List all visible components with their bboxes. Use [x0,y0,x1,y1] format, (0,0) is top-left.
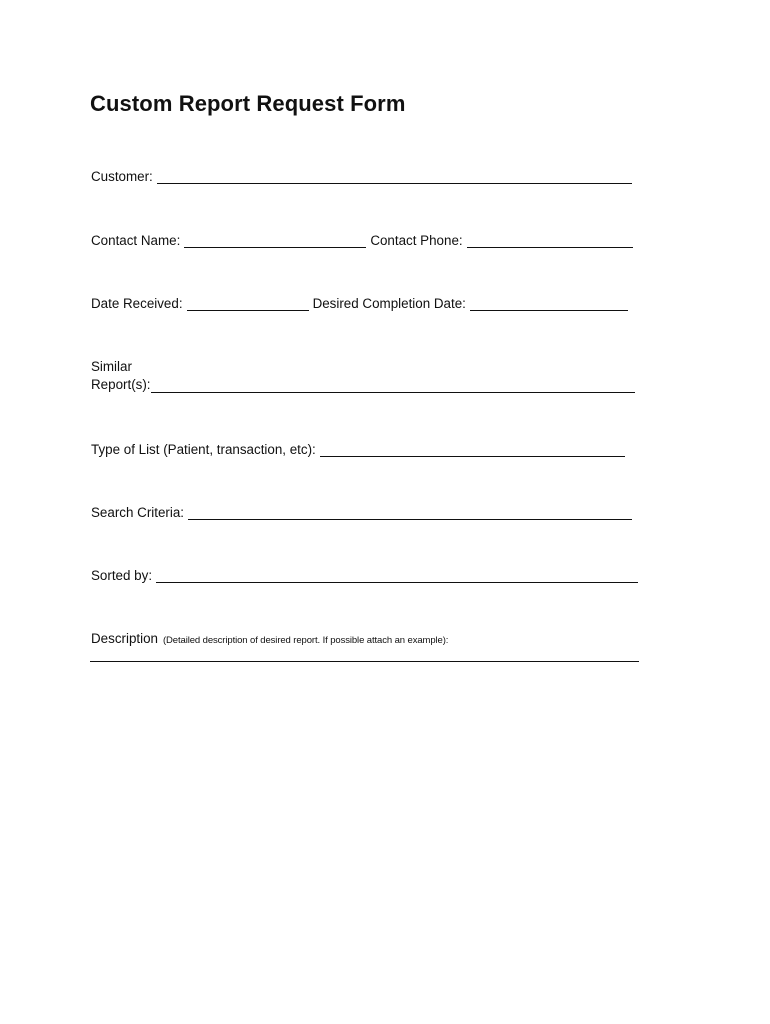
search-criteria-blank[interactable] [188,506,632,520]
search-criteria-label: Search Criteria: [91,505,185,520]
date-received-label: Date Received: [91,296,183,311]
type-of-list-row [91,441,629,458]
description-line[interactable] [90,661,639,662]
similar-reports-line2 [91,376,639,394]
dates-row [91,295,632,312]
page-title: Custom Report Request Form [90,91,406,116]
type-of-list-blank[interactable] [320,443,625,457]
contact-name-label: Contact Name: [91,233,181,248]
customer-row [91,168,636,185]
desired-completion-date-blank[interactable] [470,297,628,311]
description-label: Description [91,631,158,646]
description-note: (Detailed description of desired report. If possible attach an example): [162,635,449,646]
description-row [91,631,448,646]
customer-label: Customer: [91,169,153,184]
type-of-list-label: Type of List (Patient, transaction, etc): [91,442,316,457]
sorted-by-blank[interactable] [156,569,638,583]
date-received-blank[interactable] [187,297,309,311]
similar-reports-field [91,358,639,394]
contact-name-blank[interactable] [184,234,366,248]
customer-blank[interactable] [157,170,632,184]
desired-completion-date-label: Desired Completion Date: [312,296,466,311]
contact-row [91,232,637,249]
search-criteria-row [91,504,636,521]
contact-phone-blank[interactable] [467,234,633,248]
similar-reports-label-line1: Similar [91,359,132,374]
similar-reports-label-line2: Report(s): [91,377,151,392]
contact-phone-label: Contact Phone: [370,233,463,248]
similar-reports-blank[interactable] [151,379,635,393]
sorted-by-row [91,567,642,584]
sorted-by-label: Sorted by: [91,568,153,583]
